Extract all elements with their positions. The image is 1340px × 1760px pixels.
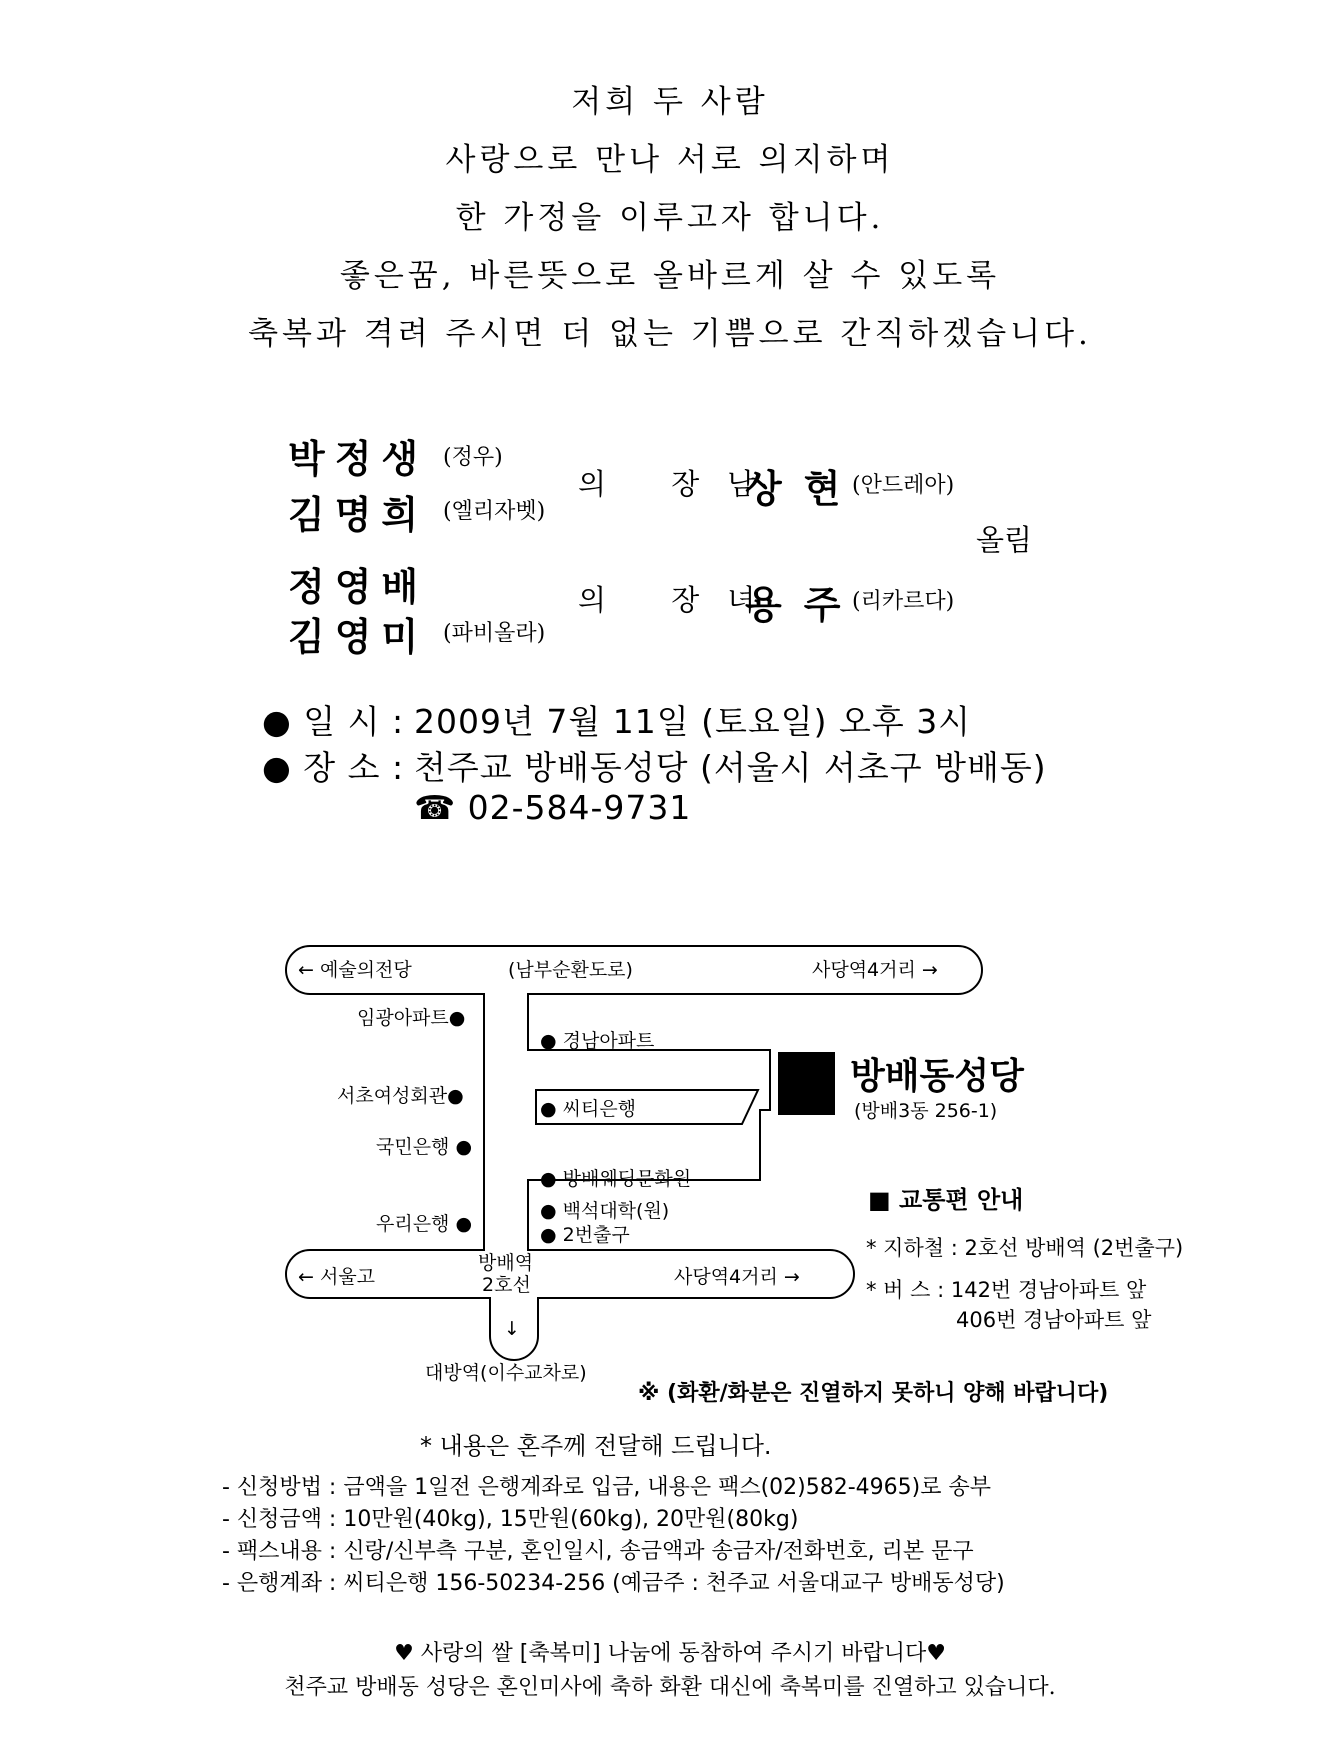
groom-note: (안드레아): [852, 473, 955, 498]
map-station: 방배역: [478, 1252, 534, 1274]
flowers-note: ※ (화환/화분은 진열하지 못하니 양해 바랍니다): [638, 1381, 1109, 1406]
rice-line-2: - 신청금액 : 10만원(40kg), 15만원(60kg), 20만원(80kg): [222, 1507, 799, 1532]
map-bottom-road: 대방역(이수교차로): [425, 1362, 587, 1384]
map-poi-right-3: ● 방배웨딩문화원: [540, 1168, 692, 1190]
groom-father-note: (정우): [443, 445, 503, 470]
bride-father-name: 정영배: [288, 564, 429, 609]
greeting-line-2: 사랑으로 만나 서로 의지하며: [445, 142, 895, 178]
church-marker: [778, 1052, 835, 1115]
rice-line-1: - 신청방법 : 금액을 1일전 은행계좌로 입금, 내용은 팩스(02)582-4965)로 송부: [222, 1475, 991, 1500]
groom-name: 상현: [745, 466, 863, 511]
groom-relation: 의 장남: [578, 467, 784, 501]
groom-mother-name: 김명희: [288, 492, 429, 537]
map-poi-left-1: 임광아파트●: [357, 1007, 466, 1029]
map-bottom-right: 사당역4거리 →: [674, 1266, 800, 1288]
map-top-left: ← 예술의전당: [298, 959, 412, 981]
church-name: 방배동성당: [850, 1056, 1024, 1097]
map-top-right: 사당역4거리 →: [812, 959, 938, 981]
groom-mother-note: (엘리자벳): [443, 499, 546, 524]
bride-mother-name: 김영미: [288, 614, 429, 659]
rice-footer: 천주교 방배동 성당은 혼인미사에 축하 화환 대신에 축복미를 진열하고 있습니다.: [284, 1675, 1056, 1700]
map-poi-left-2: 서초여성회관●: [337, 1085, 464, 1107]
map-poi-left-4: 우리은행 ●: [376, 1213, 473, 1235]
map-bottom-left: ← 서울고: [298, 1266, 376, 1288]
map-poi-right-4: ● 백석대학(원): [540, 1200, 670, 1222]
date-value: 2009년 7월 11일 (토요일) 오후 3시: [414, 702, 972, 741]
transport-title: ■ 교통편 안내: [868, 1186, 1024, 1214]
signoff: 올림: [976, 523, 1033, 557]
place-label: ● 장 소 :: [262, 748, 405, 787]
map-top-road-label: (남부순환도로): [508, 959, 633, 981]
transport-bus-1: * 버 스 : 142번 경남아파트 앞: [866, 1278, 1147, 1302]
greeting-line-1: 저희 두 사람: [571, 84, 769, 120]
groom-father-name: 박정생: [288, 436, 429, 481]
phone-number: ☎ 02-584-9731: [414, 788, 692, 827]
bride-mother-note: (파비올라): [443, 621, 546, 646]
date-label: ● 일 시 :: [262, 702, 405, 741]
rice-line-3: - 팩스내용 : 신랑/신부측 구분, 혼인일시, 송금액과 송금자/전화번호, 리본 문구: [222, 1539, 974, 1564]
bride-name: 용주: [745, 582, 863, 627]
bride-note: (리카르다): [852, 589, 955, 614]
rice-appeal: ♥ 사랑의 쌀 [축복미] 나눔에 동참하여 주시기 바랍니다♥: [394, 1641, 946, 1666]
place-value: 천주교 방배동성당 (서울시 서초구 방배동): [414, 748, 1047, 787]
bride-relation: 의 장녀: [578, 583, 784, 617]
rice-line-4: - 은행계좌 : 씨티은행 156-50234-256 (예금주 : 천주교 서울대교구 방배동성당): [222, 1571, 1005, 1596]
rice-intro: * 내용은 혼주께 전달해 드립니다.: [420, 1432, 772, 1460]
transport-subway: * 지하철 : 2호선 방배역 (2번출구): [866, 1236, 1184, 1260]
transport-bus-2: 406번 경남아파트 앞: [956, 1308, 1152, 1332]
down-arrow-icon: ↓: [504, 1318, 520, 1340]
map-poi-right-2: ● 씨티은행: [540, 1098, 637, 1120]
map-poi-left-3: 국민은행 ●: [376, 1136, 473, 1158]
greeting-line-4: 좋은꿈, 바른뜻으로 올바르게 살 수 있도록: [339, 258, 1001, 294]
map-station-line: 2호선: [482, 1274, 531, 1296]
map-poi-right-1: ● 경남아파트: [540, 1030, 655, 1052]
greeting-line-3: 한 가정을 이루고자 합니다.: [455, 200, 885, 236]
church-address: (방배3동 256-1): [854, 1100, 998, 1122]
greeting-line-5: 축복과 격려 주시면 더 없는 기쁨으로 간직하겠습니다.: [248, 316, 1092, 352]
map-poi-right-5: ● 2번출구: [540, 1224, 630, 1246]
